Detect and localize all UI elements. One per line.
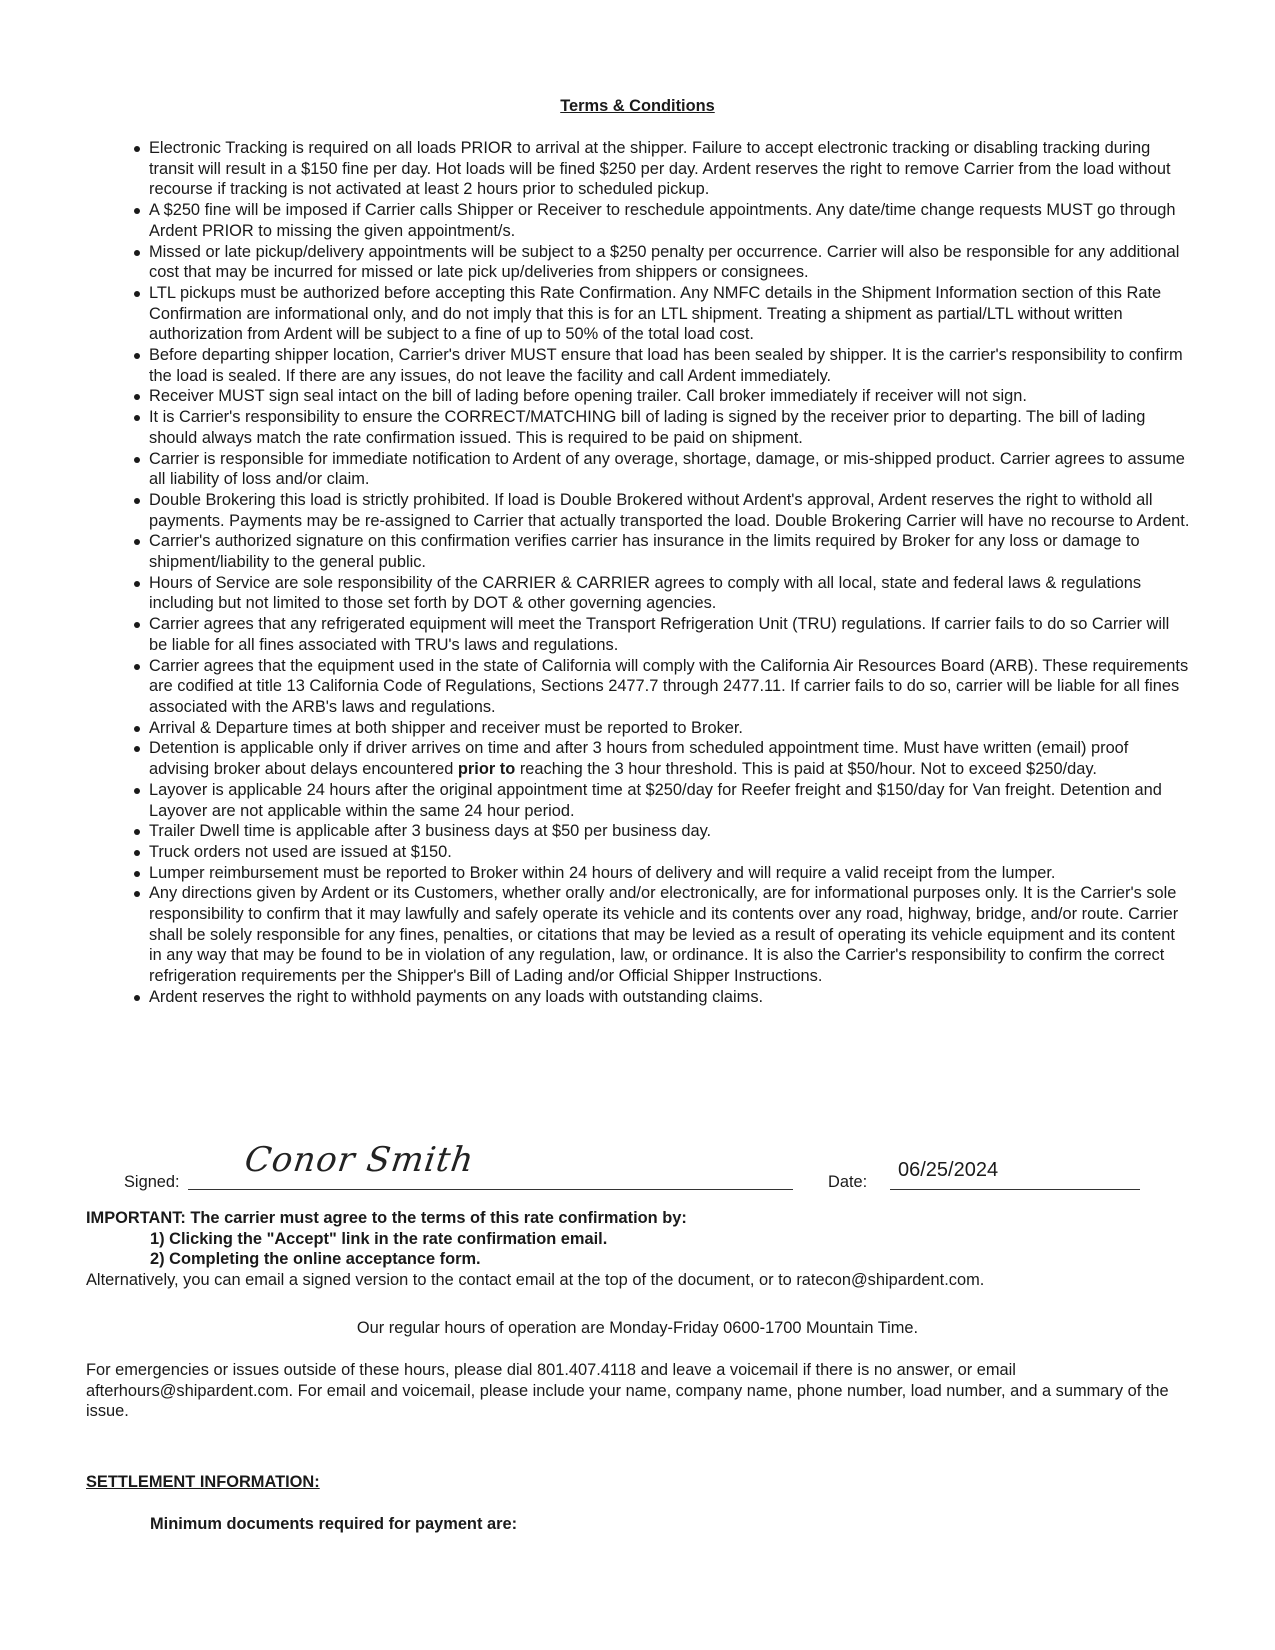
bullet-icon (134, 891, 140, 897)
bullet-icon (134, 498, 140, 504)
terms-title: Terms & Conditions (560, 97, 715, 115)
term-item: Hours of Service are sole responsibility of the CARRIER & CARRIER agrees to comply with all local, state and federal laws & regulations including but not limited to those set forth by DOT & other governing agencies. (130, 573, 1190, 614)
term-item: Layover is applicable 24 hours after the original appointment time at $250/day for Reefer freight and $150/day for Van freight. Detention and Layover are not applicable within the same 24 hour period. (130, 780, 1190, 821)
important-section (86, 1208, 1206, 1291)
hours-of-operation: Our regular hours of operation are Monday-Friday 0600-1700 Mountain Time. (356, 1319, 919, 1337)
date-label: Date: (828, 1173, 868, 1191)
term-item: Carrier agrees that any refrigerated equipment will meet the Transport Refrigeration Unit (TRU) regulations. If carrier fails to do so Carrier will be liable for all fines associated with TRU's laws and regulations. (130, 614, 1190, 655)
min-docs-heading: Minimum documents required for payment are: (150, 1515, 518, 1533)
term-item: Truck orders not used are issued at $150. (130, 842, 1190, 863)
bullet-icon (134, 726, 140, 732)
bullet-icon (134, 539, 140, 545)
bullet-icon (134, 829, 140, 835)
handwritten-signature: Conor Smith (242, 1140, 477, 1180)
term-item: Double Brokering this load is strictly prohibited. If load is Double Brokered without Ardent's approval, Ardent reserves the right to withold all payments. Payments may be re-assigned to Carrier that actually transported the load. Double Brokering Carrier will have no recourse to Ardent. (130, 490, 1190, 531)
bullet-icon (134, 146, 140, 152)
detention-emphasis: prior to (457, 760, 516, 779)
term-item: Receiver MUST sign seal intact on the bill of lading before opening trailer. Call broker immediately if receiver will not sign. (130, 386, 1190, 407)
important-step-1: 1) Clicking the "Accept" link in the rate confirmation email. (150, 1229, 608, 1248)
date-line[interactable] (890, 1189, 1140, 1190)
bullet-icon (134, 457, 140, 463)
bullet-icon (134, 353, 140, 359)
term-item: Carrier's authorized signature on this confirmation verifies carrier has insurance in the limits required by Broker for any loss or damage to shipment/liability to the general public. (130, 531, 1190, 572)
bullet-icon (134, 788, 140, 794)
important-alternative: Alternatively, you can email a signed version to the contact email at the top of the document, or to ratecon@shipardent.com. (86, 1271, 985, 1290)
term-item: Any directions given by Ardent or its Customers, whether orally and/or electronically, are for informational purposes only. It is the Carrier's sole responsibility to confirm that it may lawfully and safely operate its vehicle and its contents over any road, highway, bridge, and/or route. Carrier shall be solely responsible for any fines, penalties, or citations that may be levied as a result of operating its vehicle equipment and its content in any way that may be found to be in violation of any regulation, law, or ordinance. It is also the Carrier's responsibility to confirm the correct refrigeration requirements per the Shipper's Bill of Lading and/or Official Shipper Instructions. (130, 883, 1190, 987)
bullet-icon (134, 415, 140, 421)
bullet-icon (134, 871, 140, 877)
term-item: Before departing shipper location, Carrier's driver MUST ensure that load has been sealed by shipper. It is the carrier's responsibility to confirm the load is sealed. If there are any issues, do not leave the facility and call Ardent immediately. (130, 345, 1190, 386)
term-item: Missed or late pickup/delivery appointments will be subject to a $250 penalty per occurrence. Carrier will also be responsible for any additional cost that may be incurred for missed or late pick up/deliveries from shippers or consignees. (130, 242, 1190, 283)
bullet-icon (134, 394, 140, 400)
bullet-icon (134, 622, 140, 628)
settlement-heading: SETTLEMENT INFORMATION: (86, 1473, 320, 1491)
terms-list (130, 138, 1190, 1008)
signature-row (0, 1140, 1275, 1200)
important-step-2: 2) Completing the online acceptance form. (150, 1250, 481, 1269)
term-item: Electronic Tracking is required on all loads PRIOR to arrival at the shipper. Failure to accept electronic tracking or disabling tracking during transit will result in a $150 fine per day. Hot loads will be fined $250 per day. Ardent reserves the right to remove Carrier from the load without recourse if tracking is not activated at least 2 hours prior to scheduled pickup. (130, 138, 1190, 200)
important-heading: IMPORTANT: The carrier must agree to the terms of this rate confirmation by: (86, 1209, 687, 1227)
bullet-icon (134, 995, 140, 1001)
term-item: LTL pickups must be authorized before accepting this Rate Confirmation. Any NMFC details in the Shipment Information section of this Rate Confirmation are informational only, and do not imply that this is for an LTL shipment. Treating a shipment as partial/LTL without written authorization from Ardent will be subject to a fine of up to 50% of the total load cost. (130, 283, 1190, 345)
term-item: Trailer Dwell time is applicable after 3 business days at $50 per business day. (130, 821, 1190, 842)
emergency-contact: For emergencies or issues outside of these hours, please dial 801.407.4118 and leave a voicemail if there is no answer, or email afterhours@shipardent.com. For email and voicemail, please include your name, company name, phone number, load number, and a summary of the issue. (86, 1361, 1169, 1421)
bullet-icon (134, 208, 140, 214)
signature-line[interactable] (188, 1189, 793, 1190)
bullet-icon (134, 746, 140, 752)
term-item: A $250 fine will be imposed if Carrier calls Shipper or Receiver to reschedule appointments. Any date/time change requests MUST go through Ardent PRIOR to missing the given appointment/s. (130, 200, 1190, 241)
bullet-icon (134, 250, 140, 256)
bullet-icon (134, 291, 140, 297)
term-item: Arrival & Departure times at both shipper and receiver must be reported to Broker. (130, 718, 1190, 739)
term-item-detention: Detention is applicable only if driver arrives on time and after 3 hours from scheduled appointment time. Must have written (email) proof advising broker about delays encountered prior to reaching the 3 hour threshold. This is paid at $50/hour. Not to exceed $250/day. (130, 738, 1190, 779)
bullet-icon (134, 850, 140, 856)
date-value: 06/25/2024 (898, 1159, 999, 1181)
term-item: Ardent reserves the right to withhold payments on any loads with outstanding claims. (130, 987, 1190, 1008)
bullet-icon (134, 664, 140, 670)
term-item: It is Carrier's responsibility to ensure the CORRECT/MATCHING bill of lading is signed by the receiver prior to departing. The bill of lading should always match the rate confirmation issued. This is required to be paid on shipment. (130, 407, 1190, 448)
term-item: Carrier is responsible for immediate notification to Ardent of any overage, shortage, damage, or mis-shipped product. Carrier agrees to assume all liability of loss and/or claim. (130, 449, 1190, 490)
term-item: Carrier agrees that the equipment used in the state of California will comply with the California Air Resources Board (ARB). These requirements are codified at title 13 California Code of Regulations, Sections 2477.7 through 2477.11. If carrier fails to do so, carrier will be liable for all fines associated with the ARB's laws and regulations. (130, 656, 1190, 718)
term-item: Lumper reimbursement must be reported to Broker within 24 hours of delivery and will require a valid receipt from the lumper. (130, 863, 1190, 884)
signed-label: Signed: (124, 1173, 180, 1191)
bullet-icon (134, 581, 140, 587)
